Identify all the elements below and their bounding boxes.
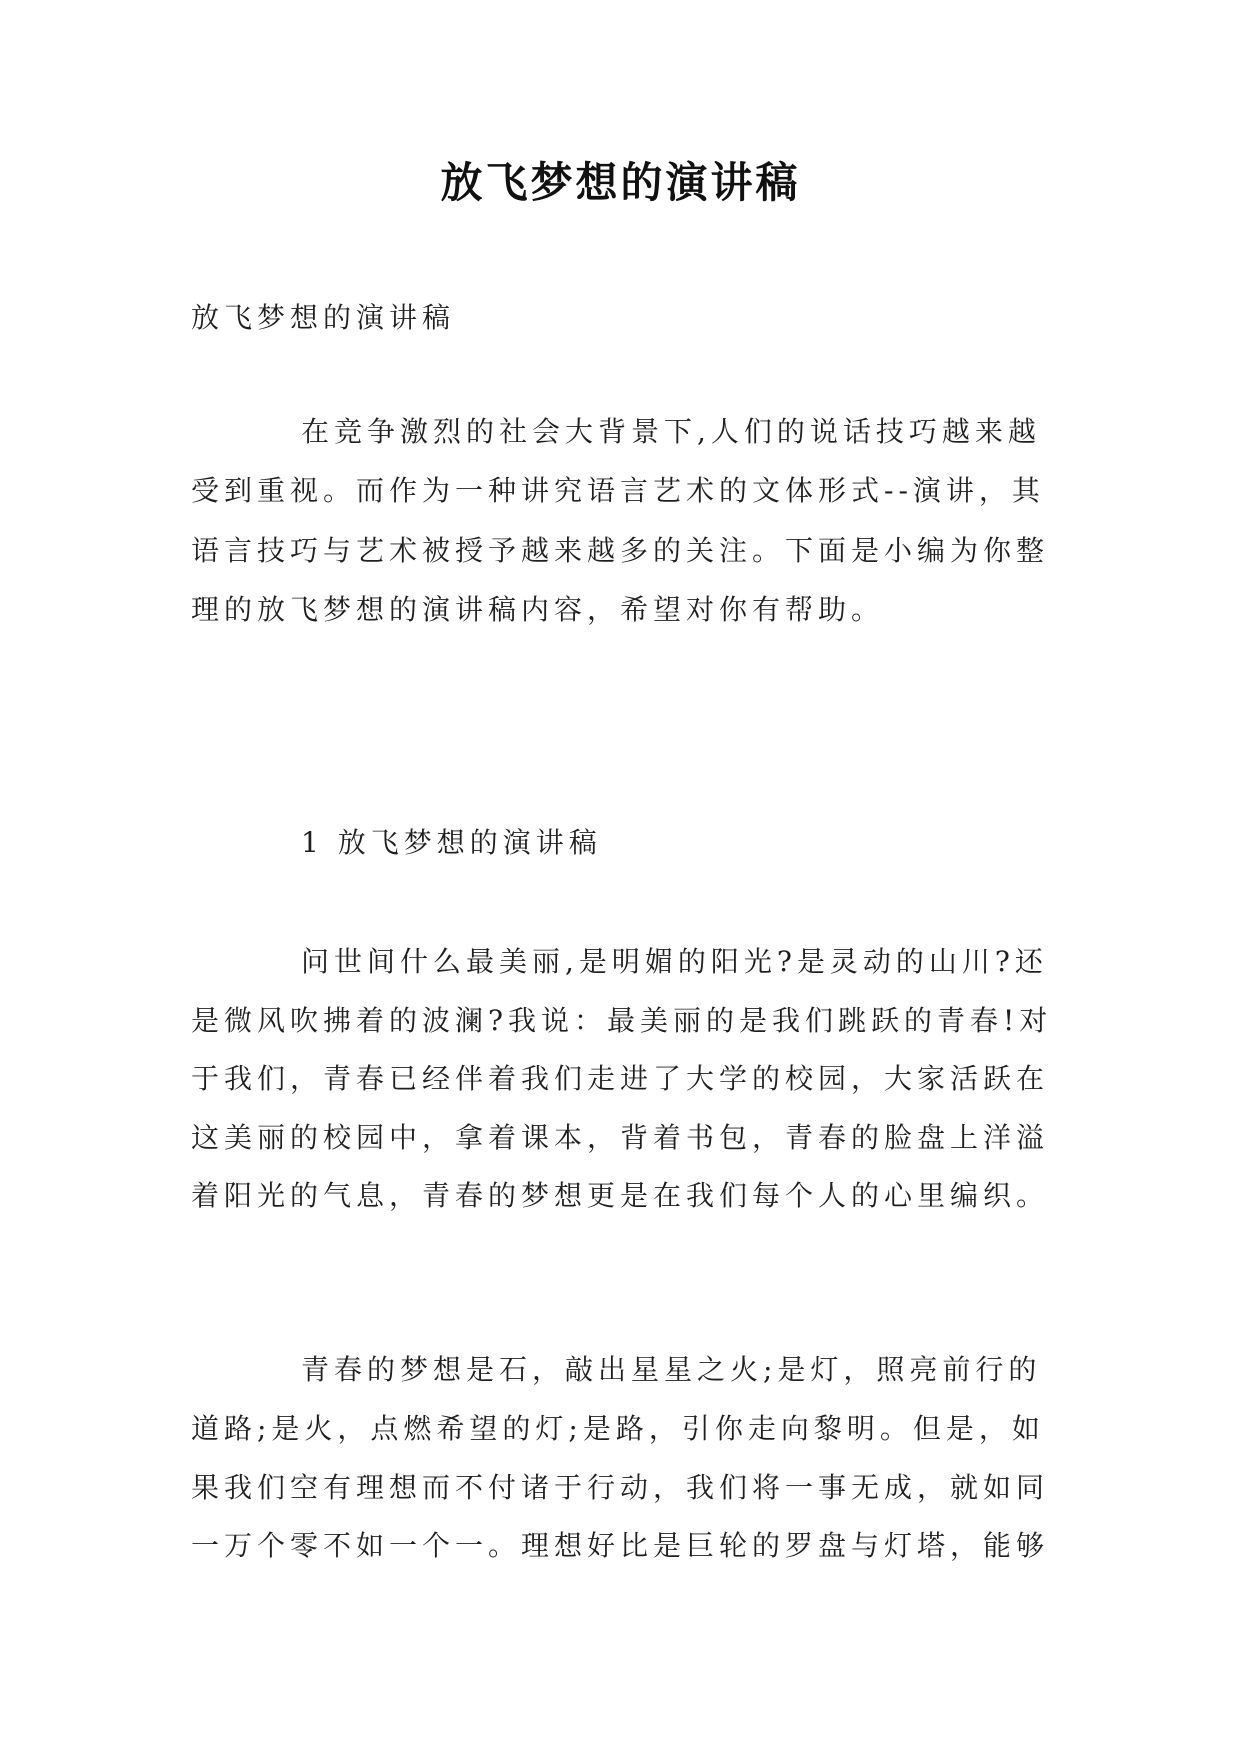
paragraph-line: 问世间什么最美丽,是明媚的阳光?是灵动的山川?还 <box>301 945 1048 978</box>
paragraph-line: 这美丽的校园中，拿着课本，背着书包，青春的脸盘上洋溢 <box>191 1121 1050 1154</box>
paragraph-line: 在竞争激烈的社会大背景下,人们的说话技巧越来越 <box>301 415 1041 448</box>
paragraph-line: 是微风吹拂着的波澜?我说：最美丽的是我们跳跃的青春!对 <box>191 1004 1053 1037</box>
document-title: 放飞梦想的演讲稿 <box>440 158 801 207</box>
paragraph-line: 着阳光的气息，青春的梦想更是在我们每个人的心里编织。 <box>191 1179 1050 1212</box>
paragraph-line: 受到重视。而作为一种讲究语言艺术的文体形式--演讲，其 <box>191 474 1045 507</box>
paragraph-line: 一万个零不如一个一。理想好比是巨轮的罗盘与灯塔，能够 <box>191 1529 1050 1562</box>
paragraph-line: 语言技巧与艺术被授予越来越多的关注。下面是小编为你整 <box>191 534 1050 567</box>
document-subtitle: 放飞梦想的演讲稿 <box>191 301 456 334</box>
paragraph-line: 道路;是火，点燃希望的灯;是路，引你走向黎明。但是，如 <box>191 1412 1045 1445</box>
paragraph-line: 理的放飞梦想的演讲稿内容，希望对你有帮助。 <box>191 593 885 626</box>
paragraph-line: 果我们空有理想而不付诸于行动，我们将一事无成，就如同 <box>191 1471 1050 1504</box>
paragraph-line: 青春的梦想是石，敲出星星之火;是灯，照亮前行的 <box>301 1353 1042 1386</box>
section-heading: 1 放飞梦想的演讲稿 <box>301 826 602 859</box>
paragraph-line: 于我们，青春已经伴着我们走进了大学的校园，大家活跃在 <box>191 1062 1050 1095</box>
